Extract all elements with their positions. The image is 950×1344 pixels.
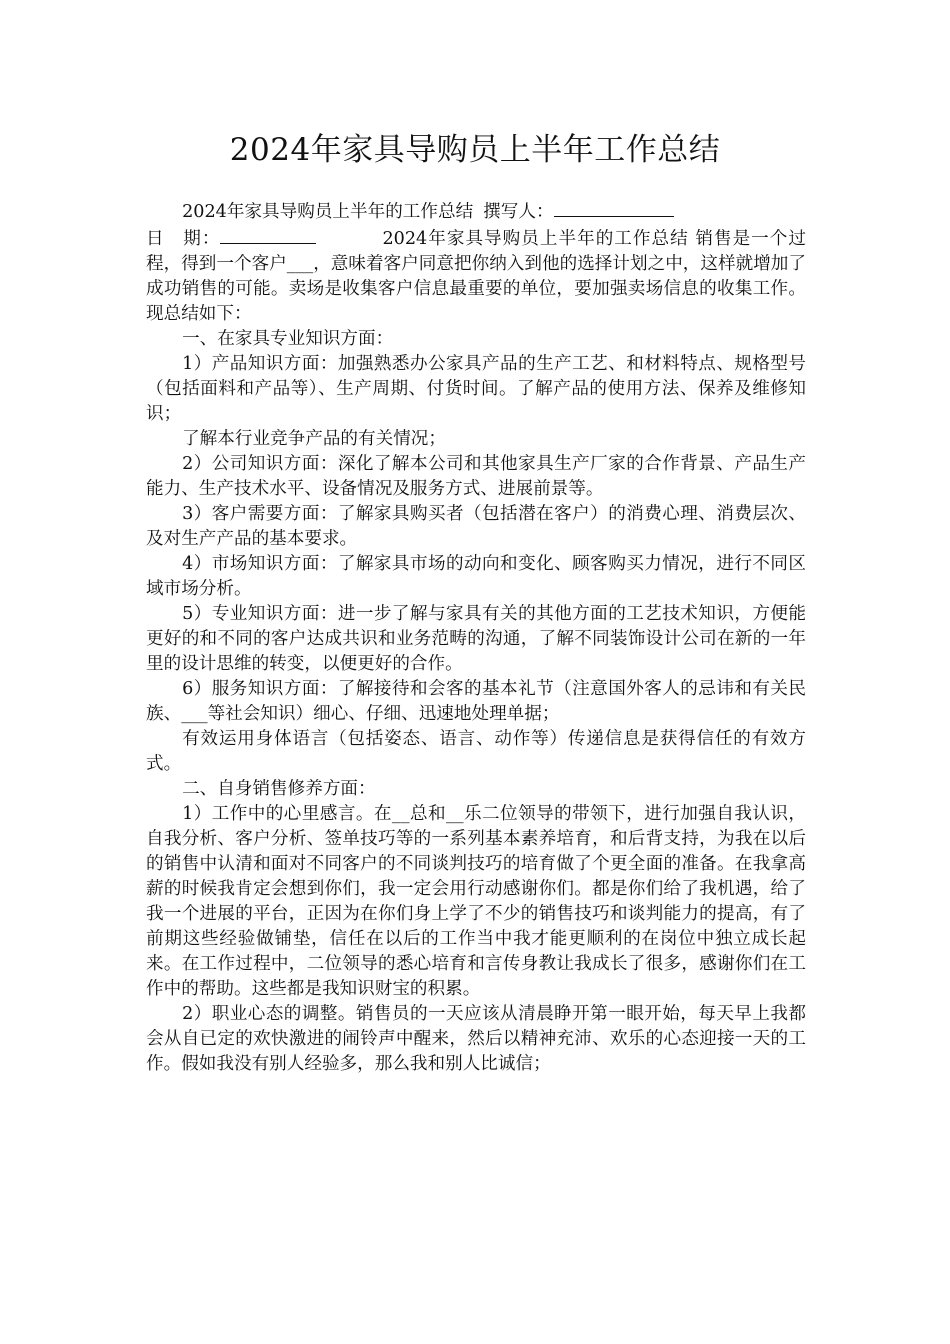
author-blank (554, 198, 674, 217)
paragraph-work-reflections: 1）工作中的心里感言。在__总和__乐二位领导的带领下，进行加强自我认识，自我分析、客户分析、签单技巧等的一系列基本素养培育，和后背支持，为我在以后的销售中认清和面对不同客户的不同谈判技巧的培育做了个更全面的准备。在我拿高薪的时候我肯定会想到你们，我一定会用行动感谢你们。都是你们给了我机遇，给了我一个进展的平台，正因为在你们身上学了不少的销售技巧和谈判能力的提高，有了前期这些经验做铺垫，信任在以后的工作当中我才能更顺利的在岗位中独立成长起来。在工作过程中，二位领导的悉心培育和言传身教让我成长了很多，感谢你们在工作中的帮助。这些都是我知识财宝的积累。 (146, 804, 806, 999)
section-heading-1: 一、在家具专业知识方面： (182, 329, 394, 349)
header-block (146, 198, 806, 225)
paragraph-market-knowledge: 4）市场知识方面：了解家具市场的动向和变化、顾客购买力情况，进行不同区域市场分析。 (146, 554, 806, 599)
paragraph-product-knowledge: 1）产品知识方面：加强熟悉办公家具产品的生产工艺、和材料特点、规格型号（包括面料和产品等）、生产周期、付货时间。了解产品的使用方法、保养及维修知识； (146, 354, 806, 424)
paragraph-professional-knowledge: 5）专业知识方面：进一步了解与家具有关的其他方面的工艺技术知识，方便能更好的和不同的客户达成共识和业务范畴的沟通，了解不同装饰设计公司在新的一年里的设计思维的转变，以便更好的合作。 (146, 604, 806, 674)
intro-paragraph: 2024年家具导购员上半年的工作总结 销售是一个过程，得到一个客户___，意味着客户同意把你纳入到他的选择计划之中，这样就增加了成功销售的可能。卖场是收集客户信息最重要的单位，要加强卖场信息的收集工作。现总结如下： (146, 229, 806, 324)
header-subtitle: 2024年家具导购员上半年的工作总结 (182, 202, 474, 222)
paragraph-body-language: 有效运用身体语言（包括姿态、语言、动作等）传递信息是获得信任的有效方式。 (146, 729, 806, 774)
document-body (146, 198, 806, 1077)
date-and-intro (146, 225, 806, 327)
date-label: 日 期： (146, 229, 221, 249)
paragraph-competitor-info: 了解本行业竞争产品的有关情况； (182, 429, 446, 449)
paragraph-professional-mindset: 2）职业心态的调整。销售员的一天应该从清晨睁开第一眼开始，每天早上我都会从自已定的欢快激进的闹铃声中醒来，然后以精神充沛、欢乐的心态迎接一天的工作。假如我没有别人经验多，那么我和别人比诚信； (146, 1004, 806, 1074)
document-title: 2024年家具导购员上半年工作总结 (229, 132, 721, 168)
date-blank (220, 225, 316, 244)
paragraph-customer-needs: 3）客户需要方面：了解家具购买者（包括潜在客户）的消费心理、消费层次、及对生产产品的基本要求。 (146, 504, 806, 549)
author-label: 撰写人： (483, 202, 554, 222)
paragraph-company-knowledge: 2）公司知识方面：深化了解本公司和其他家具生产厂家的合作背景、产品生产能力、生产技术水平、设备情况及服务方式、进展前景等。 (146, 454, 806, 499)
section-heading-2: 二、自身销售修养方面： (182, 779, 376, 799)
paragraph-service-knowledge: 6）服务知识方面：了解接待和会客的基本礼节（注意国外客人的忌讳和有关民族、___等社会知识）细心、仔细、迅速地处理单据； (146, 679, 806, 724)
